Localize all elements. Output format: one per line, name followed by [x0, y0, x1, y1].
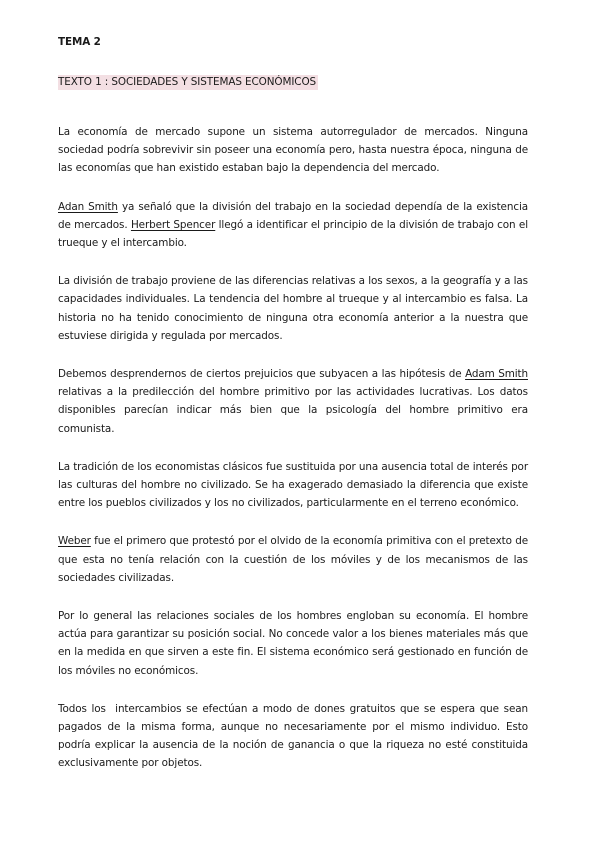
paragraph-text: Debemos desprendernos de ciertos prejuicios que subyacen a las hipótesis de [58, 368, 466, 381]
paragraph-text: Todos los intercambios se efectúan a modo de dones gratuitos que se espera que sean pagados de la misma forma, aunque no necesariamente por el mismo individuo. Esto podría explicar la ausencia de la noción de ganancia o que la riqueza no esté constituida exclusivamente por objetos. [58, 702, 532, 770]
document-heading: TEMA 2 [58, 36, 101, 48]
paragraph-4 [58, 365, 528, 438]
paragraph-text: ya señaló que la división del trabajo en la sociedad dependía de la existencia de mercados. [58, 200, 528, 231]
paragraph-text: relativas a la predilección del hombre primitivo por las actividades lucrativas. Los datos disponibles parecían indicar más bien que la psicología del hombre primitivo era comunista. [58, 386, 528, 435]
author-name: Weber [58, 535, 91, 548]
paragraph-1 [58, 123, 528, 178]
paragraph-text: Por lo general las relaciones sociales de los hombres engloban su economía. El hombre actúa para garantizar su posición social. No concede valor a los bienes materiales más que en la medida en que sirven a este fin. El sistema económico será gestionado en función de los móviles no económicos. [58, 610, 528, 677]
paragraph-3 [58, 272, 528, 345]
author-name: Adam Smith [465, 368, 528, 381]
paragraph-8 [58, 700, 532, 773]
paragraph-7 [58, 607, 528, 680]
author-name: Adan Smith [58, 200, 118, 213]
paragraph-text: llegó a identificar el principio de la división de trabajo con el trueque y el intercambio. [58, 218, 528, 250]
author-name: Herbert Spencer [130, 218, 216, 231]
paragraph-text: La división de trabajo proviene de las diferencias relativas a los sexos, a la geografía y a las capacidades individuales. La tendencia del hombre al trueque y al intercambio es falsa. La historia no ha tenido conocimiento de ninguna otra economía anterior a la nuestra que estuviese dirigida y regulada por mercados. [58, 275, 528, 342]
document-subtitle: TEXTO 1 : SOCIEDADES Y SISTEMAS ECONÓMICOS [58, 76, 317, 88]
paragraph-6 [58, 532, 528, 587]
paragraph-2 [58, 198, 528, 253]
paragraph-text: La economía de mercado supone un sistema autorregulador de mercados. Ninguna sociedad podría sobrevivir sin poseer una economía pero, hasta nuestra época, ninguna de las economías que han existido estaban bajo la dependencia del mercado. [58, 126, 528, 175]
paragraph-5 [58, 458, 528, 513]
paragraph-text: La tradición de los economistas clásicos fue sustituida por una ausencia total de interés por las culturas del hombre no civilizado. Se ha exagerado demasiado la diferencia que existe entre los pueblos civilizados y los no civilizados, particularmente en el terreno económico. [58, 460, 528, 510]
paragraph-text: fue el primero que protestó por el olvido de la economía primitiva con el pretexto de que esta no tenía relación con la cuestión de los móviles y de los mecanismos de las sociedades civilizadas. [58, 535, 528, 584]
